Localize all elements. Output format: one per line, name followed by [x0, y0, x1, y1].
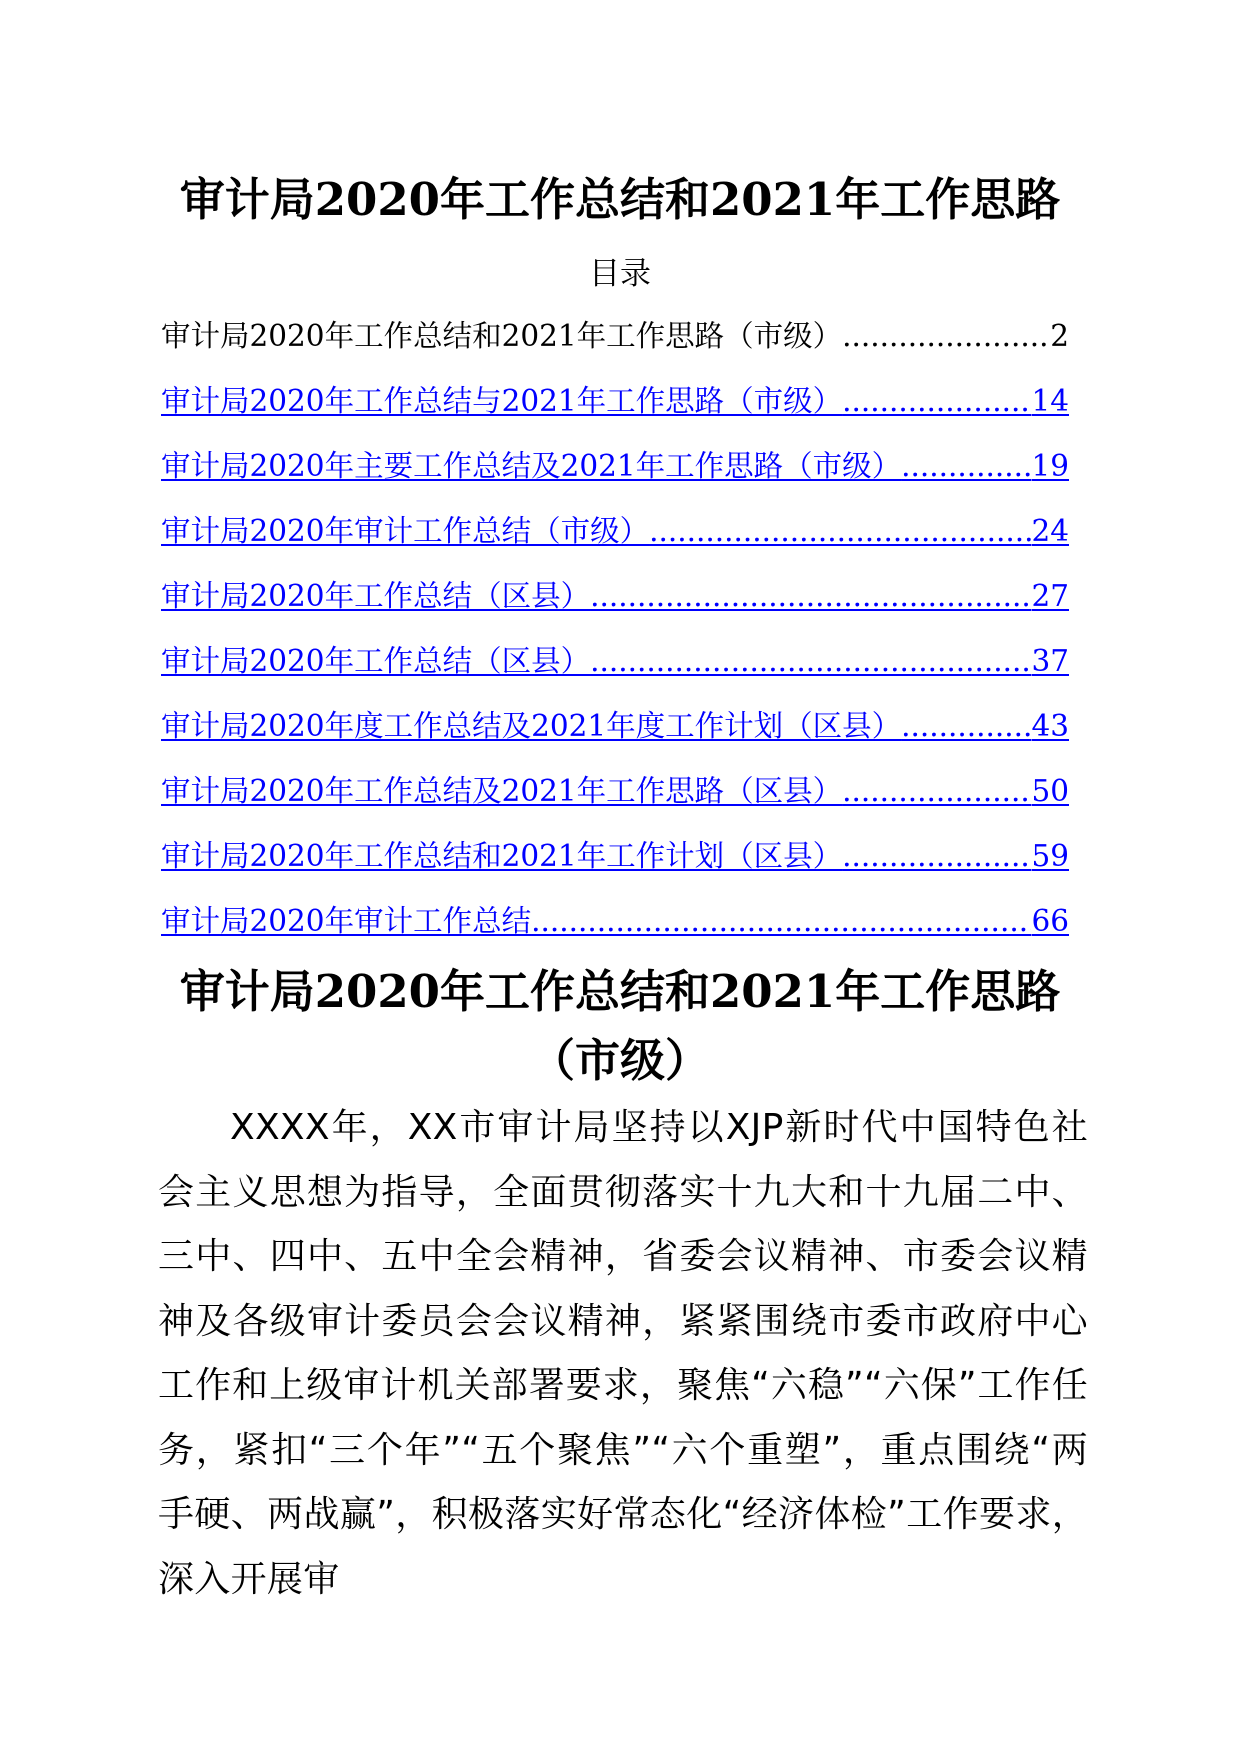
- toc-entry-page: 24: [1031, 514, 1069, 548]
- toc-entry-text: 审计局2020年审计工作总结（市级）: [161, 514, 650, 548]
- toc-entry-page: 66: [1031, 904, 1069, 938]
- document-title: 审计局2020年工作总结和2021年工作思路: [179, 173, 1061, 226]
- toc-entry-page: 50: [1031, 774, 1069, 808]
- toc-entry-link[interactable]: [161, 704, 1069, 769]
- toc-entry-page: 27: [1031, 579, 1069, 613]
- toc-entry-link[interactable]: [161, 639, 1069, 704]
- table-of-contents: [161, 314, 1069, 964]
- section-title: [160, 957, 1080, 1095]
- toc-entry-text: 审计局2020年审计工作总结: [161, 904, 532, 938]
- toc-entry-text: 审计局2020年度工作总结及2021年度工作计划（区县）: [161, 709, 902, 743]
- toc-entry-text: 审计局2020年主要工作总结及2021年工作思路（市级）: [161, 449, 902, 483]
- toc-entry-text: 审计局2020年工作总结（区县）: [161, 579, 591, 613]
- body-paragraph: XXXX年，XX市审计局坚持以XJP新时代中国特色社会主义思想为指导，全面贯彻落实十九大和十九届二中、三中、四中、五中全会精神，省委会议精神、市委会议精神及各级审计委员会会议精神，紧紧围绕市委市政府中心工作和上级审计机关部署要求，聚焦“六稳”“六保”工作任务，紧扣“三个年”“五个聚焦”“六个重塑”，重点围绕“两手硬、两战赢”，积极落实好常态化“经济体检”工作要求，深入开展审: [158, 1107, 1088, 1600]
- toc-entry-link[interactable]: [161, 899, 1069, 964]
- toc-leader-dots: [842, 379, 1031, 423]
- toc-entry-link[interactable]: [161, 769, 1069, 834]
- toc-leader-dots: [901, 444, 1031, 488]
- toc-leader-dots: [842, 834, 1031, 878]
- toc-entry-text: 审计局2020年工作总结（区县）: [161, 644, 591, 678]
- toc-leader-dots: [842, 769, 1031, 813]
- toc-leader-dots: [590, 574, 1031, 618]
- toc-entry-text: 审计局2020年工作总结及2021年工作思路（区县）: [161, 774, 843, 808]
- toc-entry-page: 43: [1031, 709, 1069, 743]
- toc-entry-link[interactable]: [161, 834, 1069, 899]
- toc-leader-dots: [531, 899, 1031, 943]
- toc-entry-link[interactable]: [161, 379, 1069, 444]
- toc-entry[interactable]: [161, 314, 1069, 379]
- toc-entry-page: 37: [1031, 644, 1069, 678]
- toc-entry-link[interactable]: [161, 574, 1069, 639]
- toc-entry-page: 2: [1050, 319, 1069, 353]
- section-title-subline: （市级）: [529, 1034, 710, 1087]
- section-title-line: 审计局2020年工作总结和2021年工作思路: [179, 965, 1061, 1018]
- toc-entry-page: 19: [1031, 449, 1069, 483]
- toc-entry-link[interactable]: [161, 444, 1069, 509]
- toc-entry-page: 59: [1031, 839, 1069, 873]
- toc-leader-dots: [842, 314, 1050, 358]
- toc-leader-dots: [649, 509, 1031, 553]
- toc-leader-dots: [901, 704, 1031, 748]
- toc-leader-dots: [590, 639, 1031, 683]
- toc-entry-text: 审计局2020年工作总结与2021年工作思路（市级）: [161, 384, 843, 418]
- toc-entry-link[interactable]: [161, 509, 1069, 574]
- toc-entry-page: 14: [1031, 384, 1069, 418]
- toc-heading: 目录: [589, 256, 651, 292]
- toc-entry-text: 审计局2020年工作总结和2021年工作计划（区县）: [161, 839, 843, 873]
- toc-entry-text: 审计局2020年工作总结和2021年工作思路（市级）: [161, 319, 843, 353]
